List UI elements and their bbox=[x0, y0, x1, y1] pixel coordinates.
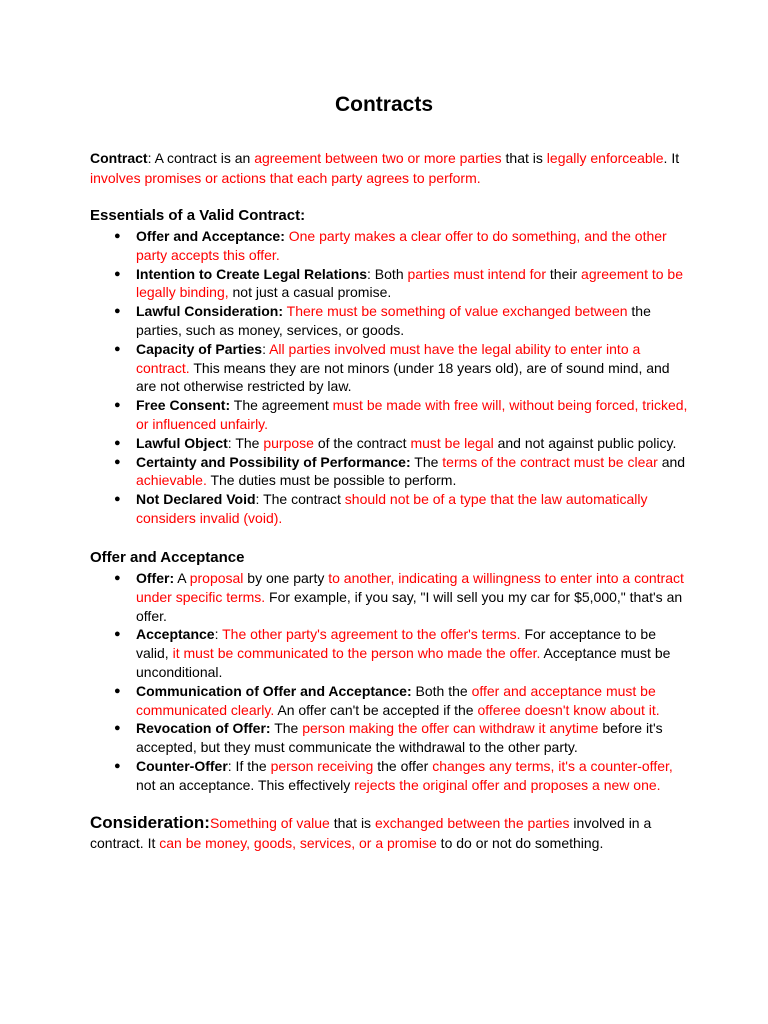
body-text: before it's accepted, but they must communicate the withdrawal to the other party. bbox=[136, 720, 663, 756]
body-text: The bbox=[270, 720, 303, 737]
body-text: and not against public policy. bbox=[493, 434, 677, 451]
body-text: of the contract bbox=[313, 434, 411, 451]
body-text: The agreement bbox=[230, 397, 333, 414]
term-label: Consideration: bbox=[90, 813, 210, 832]
highlighted-text: achievable. bbox=[136, 472, 207, 489]
offer-acceptance-section bbox=[90, 548, 690, 795]
highlighted-text: person making the offer can withdraw it anytime bbox=[302, 720, 599, 737]
contract-definition-text bbox=[90, 148, 690, 188]
term-label: Certainty and Possibility of Performance: bbox=[136, 453, 411, 470]
term-label: Communication of Offer and Acceptance: bbox=[136, 682, 412, 699]
list-item bbox=[90, 227, 690, 265]
term-label: Counter-Offer bbox=[136, 757, 228, 774]
highlighted-text: All parties involved must have the legal ability to enter into a contract. bbox=[136, 340, 641, 376]
list-item bbox=[90, 396, 690, 434]
body-text: and bbox=[657, 453, 686, 470]
essentials-heading: Essentials of a Valid Contract: bbox=[90, 207, 306, 224]
essentials-section bbox=[90, 206, 690, 528]
highlighted-text: agreement between two or more parties bbox=[254, 150, 502, 166]
body-text: : bbox=[214, 626, 223, 643]
highlighted-text: involves promises or actions that each party agrees to perform. bbox=[90, 170, 481, 186]
term-label: Intention to Create Legal Relations bbox=[136, 265, 368, 282]
bullet-icon: ● bbox=[114, 267, 121, 280]
consideration-text bbox=[90, 813, 690, 853]
body-text: : bbox=[262, 340, 270, 357]
highlighted-text: parties must intend for bbox=[407, 265, 547, 282]
highlighted-text: There must be something of value exchanged between bbox=[286, 303, 628, 320]
body-text: : The bbox=[227, 434, 264, 451]
bullet-icon: ● bbox=[114, 342, 121, 355]
highlighted-text: to another, indicating a willingness to enter into a contract under specific terms. bbox=[136, 570, 684, 605]
offer-acceptance-heading: Offer and Acceptance bbox=[90, 549, 245, 566]
term-label: Contract bbox=[90, 150, 148, 166]
bullet-icon: ● bbox=[114, 759, 121, 772]
term-label: Offer: bbox=[136, 570, 175, 586]
body-text: The bbox=[410, 453, 443, 470]
highlighted-text: offeree doesn't know about it. bbox=[477, 701, 660, 718]
body-text: by one party bbox=[243, 570, 329, 586]
highlighted-text: purpose bbox=[263, 434, 314, 451]
body-text: For example, if you say, "I will sell you my car for $5,000," that's an offer. bbox=[136, 588, 683, 624]
highlighted-text: it must be communicated to the person who made the offer. bbox=[172, 645, 541, 662]
body-text: not an acceptance. This effectively bbox=[136, 776, 355, 793]
bullet-icon: ● bbox=[114, 684, 121, 697]
body-text: The duties must be possible to perform. bbox=[206, 472, 457, 489]
highlighted-text: Something of value bbox=[209, 815, 330, 831]
body-text: Both the bbox=[411, 682, 472, 699]
list-item bbox=[90, 757, 690, 795]
body-text: involved in a contract. It bbox=[90, 815, 652, 851]
page-title: Contracts bbox=[334, 93, 434, 116]
offer-acceptance-list bbox=[90, 569, 690, 795]
highlighted-text: person receiving bbox=[270, 757, 374, 774]
list-item bbox=[90, 434, 690, 453]
body-text: the offer bbox=[373, 757, 433, 774]
highlighted-text: terms of the contract must be clear bbox=[442, 453, 658, 470]
bullet-icon: ● bbox=[114, 572, 121, 584]
body-text: This means they are not minors (under 18 years old), are of sound mind, and are not otherwise restricted by law. bbox=[136, 359, 670, 395]
list-item bbox=[90, 682, 690, 720]
body-text: to do or not do something. bbox=[436, 835, 604, 851]
highlighted-text: changes any terms, it's a counter-offer, bbox=[432, 757, 673, 774]
list-item bbox=[90, 453, 690, 491]
bullet-icon: ● bbox=[114, 305, 121, 318]
highlighted-text: exchanged between the parties bbox=[374, 815, 570, 831]
body-text: An offer can't be accepted if the bbox=[274, 701, 478, 718]
bullet-icon: ● bbox=[114, 399, 121, 412]
highlighted-text: rejects the original offer and proposes a new one. bbox=[354, 776, 661, 793]
body-text: the parties, such as money, services, or goods. bbox=[136, 303, 651, 338]
body-text: : A contract is an bbox=[147, 150, 255, 166]
bullet-icon: ● bbox=[114, 628, 121, 641]
body-text: A bbox=[174, 570, 190, 586]
body-text: not just a casual promise. bbox=[228, 284, 392, 301]
list-item bbox=[90, 302, 690, 340]
body-text: For acceptance to be valid, bbox=[136, 626, 656, 662]
highlighted-text: proposal bbox=[189, 570, 244, 586]
highlighted-text: agreement to be legally binding, bbox=[136, 265, 683, 301]
term-label: Lawful Object bbox=[136, 434, 228, 451]
body-text: that is bbox=[329, 815, 375, 831]
term-label: Acceptance bbox=[136, 626, 215, 643]
bullet-icon: ● bbox=[114, 455, 121, 468]
term-label: Not Declared Void bbox=[136, 491, 256, 508]
body-text: . It bbox=[663, 150, 680, 166]
bullet-icon: ● bbox=[114, 230, 121, 242]
term-label: Lawful Consideration: bbox=[136, 303, 283, 320]
term-label: Revocation of Offer: bbox=[136, 720, 271, 737]
list-item bbox=[90, 265, 690, 303]
body-text: : Both bbox=[367, 265, 408, 282]
term-label: Capacity of Parties bbox=[136, 340, 263, 357]
term-label: Free Consent: bbox=[136, 397, 231, 414]
highlighted-text: One party makes a clear offer to do something, and the other party accepts this offer. bbox=[136, 228, 667, 263]
bullet-icon: ● bbox=[114, 493, 121, 506]
essentials-list bbox=[90, 227, 690, 528]
bullet-icon: ● bbox=[114, 722, 121, 735]
highlighted-text: must be made with free will, without being forced, tricked, or influenced unfairly. bbox=[136, 397, 688, 432]
body-text: that is bbox=[501, 150, 547, 166]
body-text: : The contract bbox=[255, 491, 345, 508]
list-item bbox=[90, 719, 690, 757]
highlighted-text: The other party's agreement to the offer's terms. bbox=[222, 626, 521, 643]
body-text: Acceptance must be unconditional. bbox=[136, 645, 671, 680]
highlighted-text: should not be of a type that the law automatically considers invalid (void). bbox=[136, 491, 648, 526]
highlighted-text: legally enforceable bbox=[546, 150, 664, 166]
highlighted-text: must be legal bbox=[410, 434, 494, 451]
term-label: Offer and Acceptance: bbox=[136, 228, 285, 244]
list-item bbox=[90, 340, 690, 396]
highlighted-text: can be money, goods, services, or a promise bbox=[159, 835, 437, 851]
list-item bbox=[90, 490, 690, 528]
list-item bbox=[90, 569, 690, 625]
highlighted-text: offer and acceptance must be communicated clearly. bbox=[136, 682, 656, 718]
consideration-section bbox=[90, 813, 690, 853]
list-item bbox=[90, 625, 690, 681]
body-text: : If the bbox=[227, 757, 271, 774]
bullet-icon: ● bbox=[114, 436, 121, 449]
contract-definition bbox=[90, 148, 690, 188]
body-text: their bbox=[546, 265, 582, 282]
